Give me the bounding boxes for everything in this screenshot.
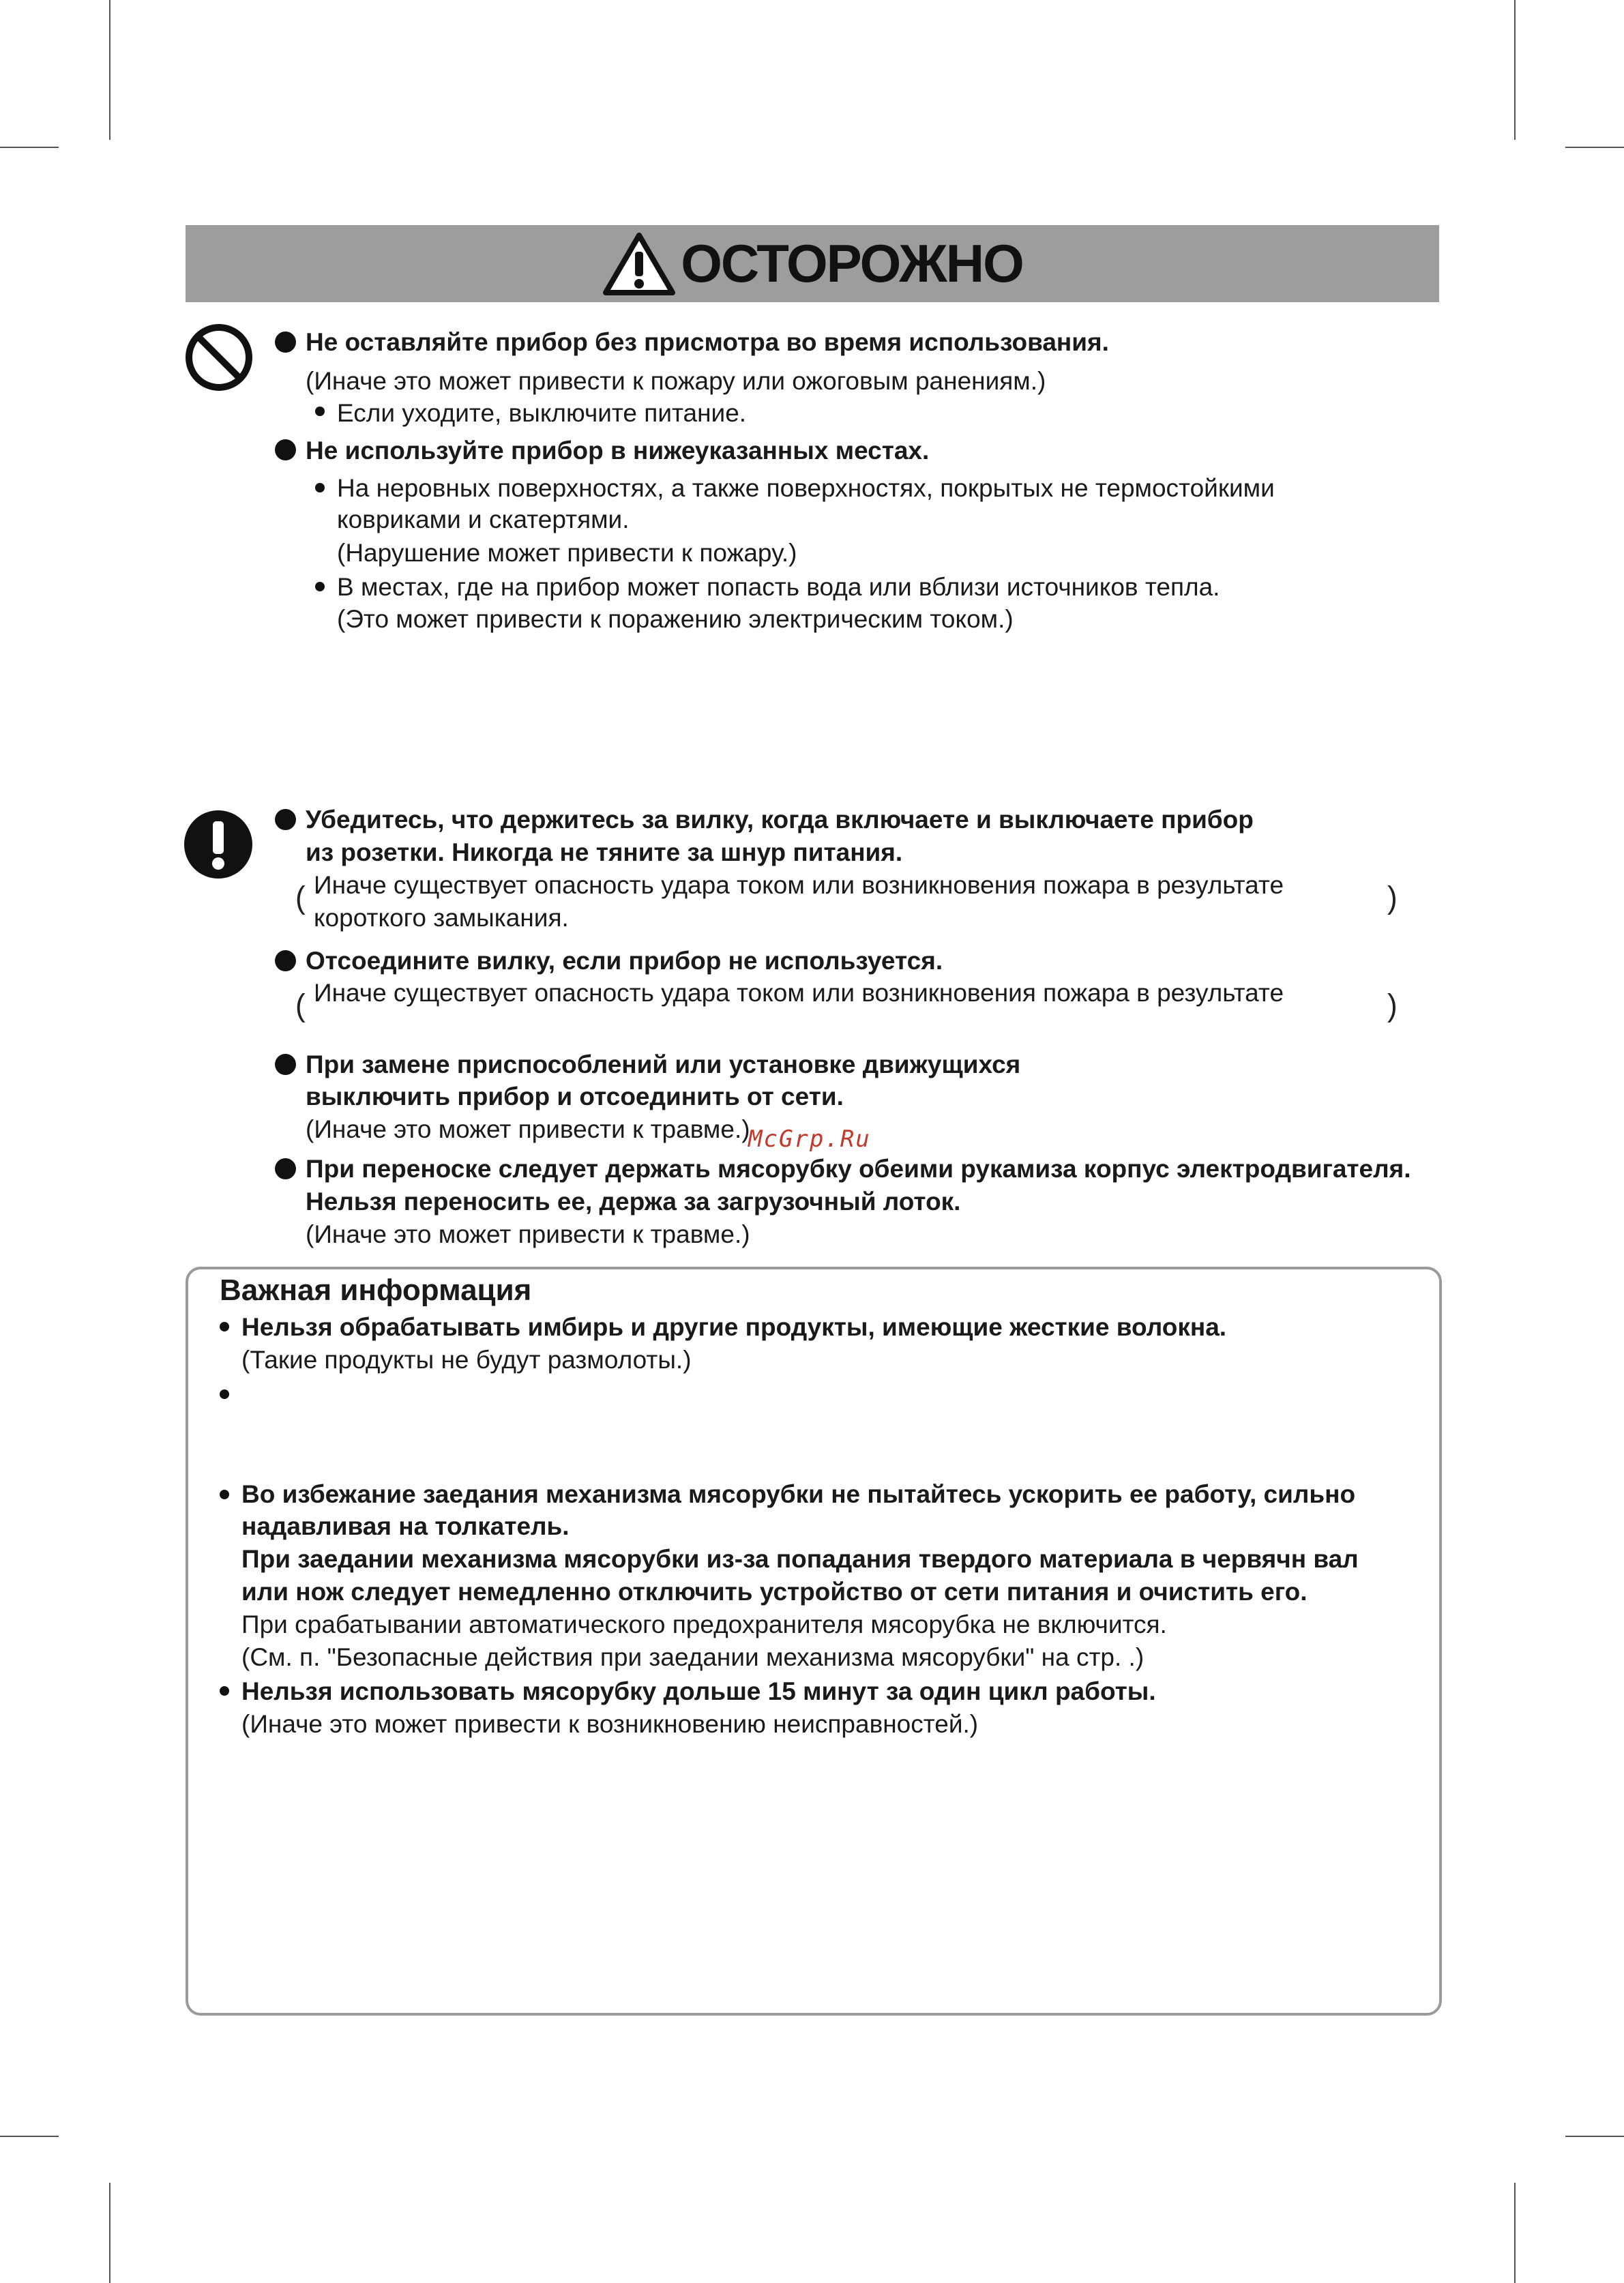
close-bracket: ) xyxy=(1387,880,1398,916)
crop-mark xyxy=(1565,147,1624,148)
info-item-text: При заедании механизма мясорубки из-за попадания твердого материала в червячн вал xyxy=(241,1545,1359,1573)
info-item-note: (Иначе это может привести к возникновению неисправностей.) xyxy=(241,1710,979,1738)
mandatory-item-note: (Иначе это может привести к травме.) xyxy=(306,1220,750,1248)
crop-mark xyxy=(0,2136,59,2137)
warning-banner xyxy=(186,225,1439,302)
banner-title: ОСТОРОЖНО xyxy=(681,233,1023,293)
mandatory-item-note: короткого замыкания. xyxy=(314,904,569,932)
mandatory-item-note: Иначе существует опасность удара током или возникновения пожара в результате xyxy=(314,979,1284,1007)
mandatory-item-title: Убедитесь, что держитесь за вилку, когда включаете и выключаете прибор xyxy=(306,806,1254,834)
prohibit-sub-note: (Это может привести к поражению электрическим током.) xyxy=(337,605,1014,633)
bullet-icon xyxy=(275,439,296,460)
crop-mark xyxy=(109,2183,110,2283)
info-item-title: Нельзя обрабатывать имбирь и другие продукты, имеющие жесткие волокна. xyxy=(241,1313,1227,1341)
mandatory-item-title: При переноске следует держать мясорубку обеими рукамиза корпус электродвигателя. xyxy=(306,1155,1411,1183)
prohibit-sub-note: (Нарушение может привести к пожару.) xyxy=(337,539,797,567)
bullet-icon xyxy=(275,1158,296,1179)
sub-bullet-icon xyxy=(315,483,325,492)
info-item-text: надавливая на толкатель. xyxy=(241,1512,570,1540)
info-item-note: (Такие продукты не будут размолоты.) xyxy=(241,1346,692,1374)
mandatory-item-title: При замене приспособлений или установке движущихся xyxy=(306,1050,1021,1078)
crop-mark xyxy=(1514,0,1516,140)
info-title: Важная информация xyxy=(220,1273,532,1307)
open-bracket: ( xyxy=(295,880,306,916)
prohibition-icon xyxy=(183,321,255,394)
mandatory-item-note: (Иначе это может привести к травме.) xyxy=(306,1115,750,1143)
mandatory-item-title: Отсоедините вилку, если прибор не используется. xyxy=(306,947,943,975)
info-item-title: Нельзя использовать мясорубку дольше 15 минут за один цикл работы. xyxy=(241,1677,1156,1705)
bullet-icon xyxy=(220,1490,229,1499)
bullet-icon xyxy=(275,1054,296,1075)
bullet-icon xyxy=(220,1389,229,1399)
mandatory-item-title: Нельзя переносить ее, держа за загрузочный лоток. xyxy=(306,1188,961,1216)
sub-bullet-icon xyxy=(315,407,325,416)
prohibit-sub-item: ковриками и скатертями. xyxy=(337,505,630,533)
mandatory-item-title: выключить прибор и отсоединить от сети. xyxy=(306,1082,844,1110)
crop-mark xyxy=(1565,2136,1624,2137)
sub-bullet-icon xyxy=(315,582,325,591)
info-item-text: При срабатывании автоматического предохранителя мясорубка не включится. xyxy=(241,1610,1167,1638)
mandatory-item-note: Иначе существует опасность удара током или возникновения пожара в результате xyxy=(314,871,1284,899)
prohibit-sub-item: Если уходите, выключите питание. xyxy=(337,399,747,427)
prohibit-item-note: (Иначе это может привести к пожару или ожоговым ранениям.) xyxy=(306,367,1046,395)
bullet-icon xyxy=(220,1322,229,1331)
crop-mark xyxy=(1514,2183,1516,2283)
close-bracket: ) xyxy=(1387,988,1398,1024)
info-item-text: (См. п. "Безопасные действия при заедании механизма мясорубки" на стр. .) xyxy=(241,1643,1145,1671)
bullet-icon xyxy=(275,332,296,353)
bullet-icon xyxy=(275,809,296,830)
bullet-icon xyxy=(220,1686,229,1696)
bullet-icon xyxy=(275,950,296,971)
info-item-text: Во избежание заедания механизма мясорубки не пытайтесь ускорить ее работу, сильно xyxy=(241,1480,1356,1508)
prohibit-sub-item: В местах, где на прибор может попасть вода или вблизи источников тепла. xyxy=(337,573,1220,601)
warning-triangle-icon xyxy=(602,231,677,297)
watermark: McGrp.Ru xyxy=(748,1125,871,1153)
crop-mark xyxy=(109,0,110,140)
mandatory-item-title: из розетки. Никогда не тяните за шнур питания. xyxy=(306,838,903,866)
prohibit-item-title: Не оставляйте прибор без присмотра во время использования. xyxy=(306,328,1109,356)
mandatory-action-icon xyxy=(183,809,254,880)
info-item-text: или нож следует немедленно отключить устройство от сети питания и очистить его. xyxy=(241,1578,1308,1606)
prohibit-sub-item: На неровных поверхностях, а также поверхностях, покрытых не термостойкими xyxy=(337,474,1275,502)
open-bracket: ( xyxy=(295,988,306,1024)
crop-mark xyxy=(0,147,59,148)
prohibit-item-title: Не используйте прибор в нижеуказанных местах. xyxy=(306,437,930,465)
